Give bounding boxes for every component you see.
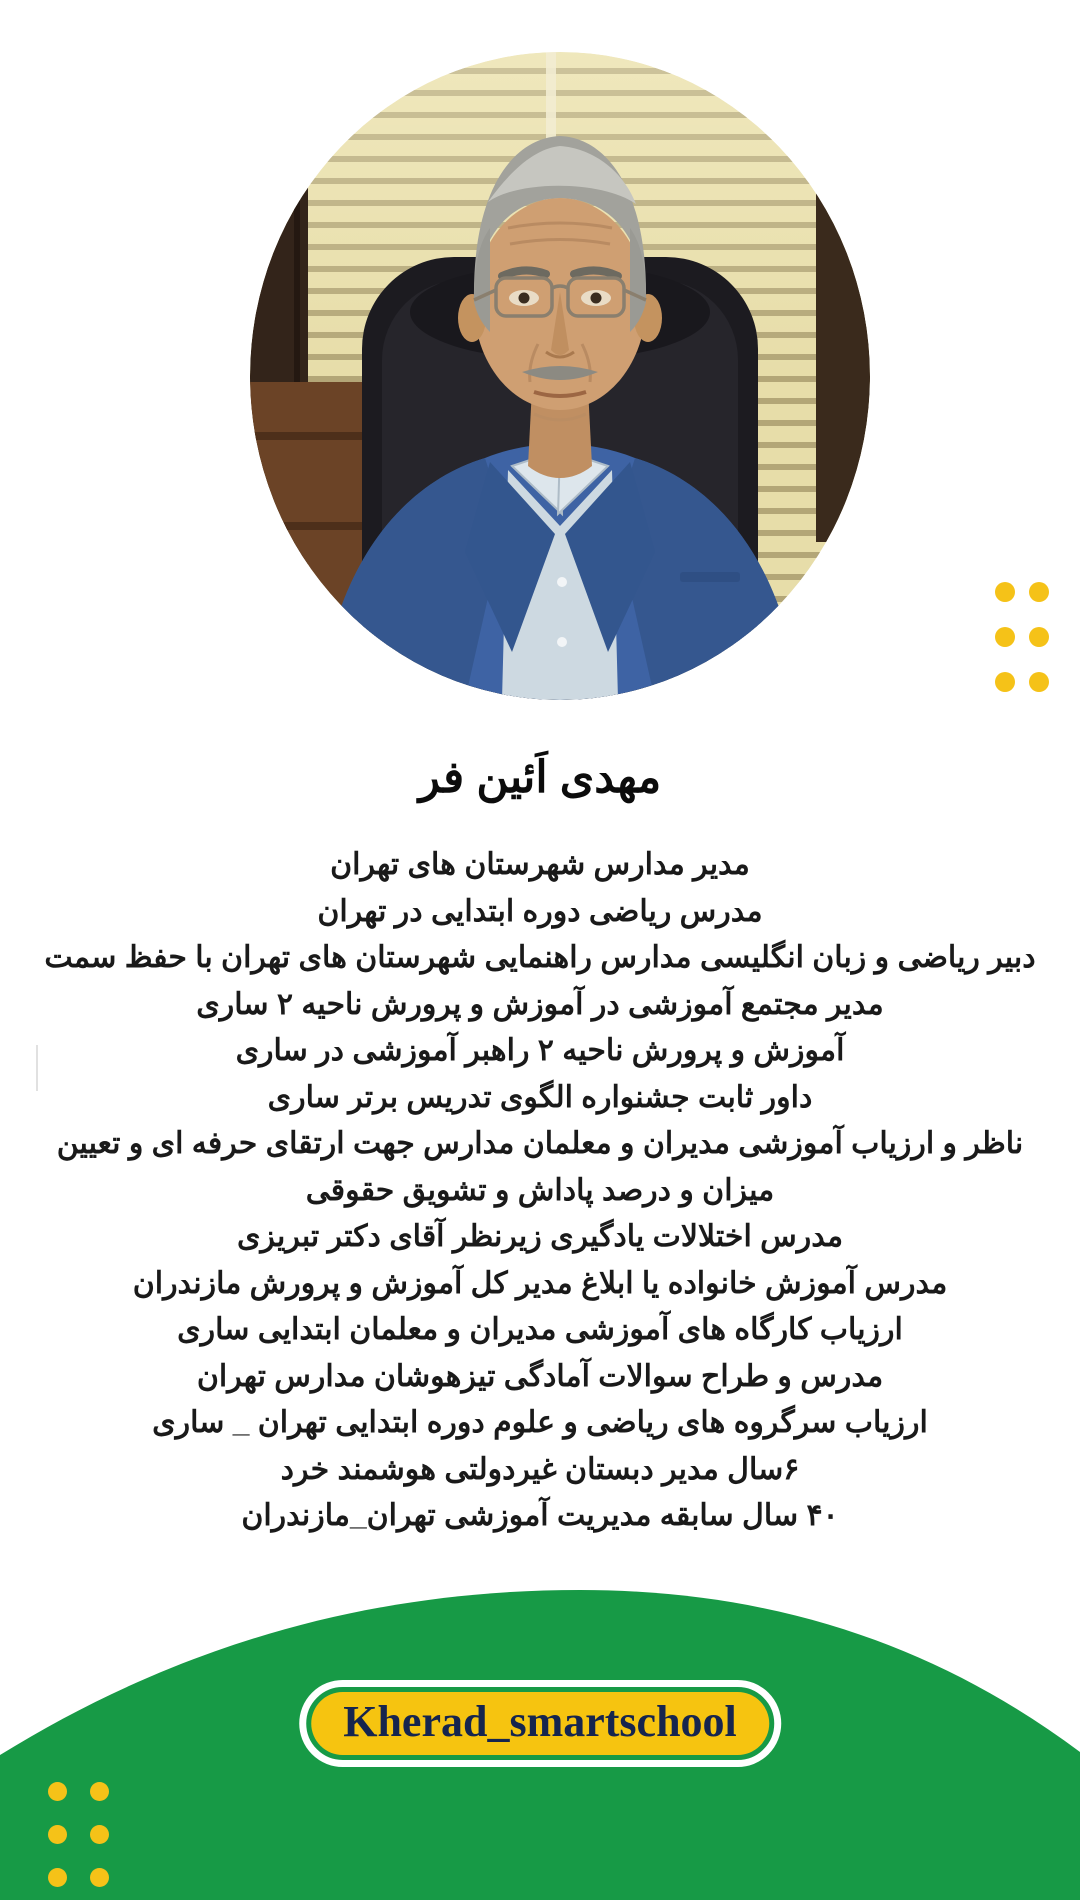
portrait-illustration: [250, 52, 870, 700]
bio-line: مدرس آموزش خانواده یا ابلاغ مدیر کل آموزش و پرورش مازندران: [132, 1266, 948, 1300]
bio-line: دبیر ریاضی و زبان انگلیسی مدارس راهنمایی شهرستان های تهران با حفظ سمت: [44, 941, 1036, 974]
dot: [995, 672, 1015, 692]
logo-badge: [299, 1680, 781, 1767]
bio-line: مدرس اختلالات یادگیری زیرنظر آقای دکتر تبریزی: [236, 1220, 844, 1253]
dot: [1029, 582, 1049, 602]
bio-line: ارزیاب سرگروه های ریاضی و علوم دوره ابتدایی تهران _ ساری: [152, 1406, 928, 1439]
dots-accent-right: [995, 582, 1049, 692]
bio-line: مدرس و طراح سوالات آمادگی تیزهوشان مدارس تهران: [196, 1359, 884, 1393]
dot: [1029, 672, 1049, 692]
bio-line: ناظر و ارزیاب آموزشی مدیران و معلمان مدارس جهت ارتقای حرفه ای و تعیین میزان و درصد پاداش و تشویق حقوقی: [56, 1127, 1024, 1207]
dot: [48, 1868, 67, 1887]
logo-text: Kherad_smartschool: [343, 1697, 737, 1746]
profile-photo: [250, 52, 870, 700]
dot: [90, 1782, 109, 1801]
bio-line: مدیر مدارس شهرستان های تهران: [330, 848, 750, 881]
dot: [995, 627, 1015, 647]
bio-list: [35, 842, 1045, 1540]
dot: [1029, 627, 1049, 647]
bio-line: ارزیاب کارگاه های آموزشی مدیران و معلمان ابتدایی ساری: [177, 1313, 903, 1346]
dot: [48, 1782, 67, 1801]
bio-line: مدرس ریاضی دوره ابتدایی در تهران: [317, 894, 763, 928]
dots-accent-left: [48, 1782, 109, 1887]
profile-name: مهدی اَئین فر: [418, 753, 662, 802]
dot: [48, 1825, 67, 1844]
bio-line: ۴۰ سال سابقه مدیریت آموزشی تهران_مازندران: [241, 1499, 839, 1532]
bio-line: مدیر مجتمع آموزشی در آموزش و پرورش ناحیه ۲ ساری: [196, 987, 884, 1021]
dot: [995, 582, 1015, 602]
footer-banner: [0, 1580, 1080, 1900]
bio-line: ۶سال مدیر دبستان غیردولتی هوشمند خرد: [280, 1452, 800, 1486]
logo-pill-inner: [311, 1692, 769, 1755]
bio-line: داور ثابت جشنواره الگوی تدریس برتر ساری: [267, 1080, 813, 1114]
dot: [90, 1868, 109, 1887]
bio-line: آموزش و پرورش ناحیه ۲ راهبر آموزشی در ساری: [235, 1034, 845, 1067]
dot: [90, 1825, 109, 1844]
